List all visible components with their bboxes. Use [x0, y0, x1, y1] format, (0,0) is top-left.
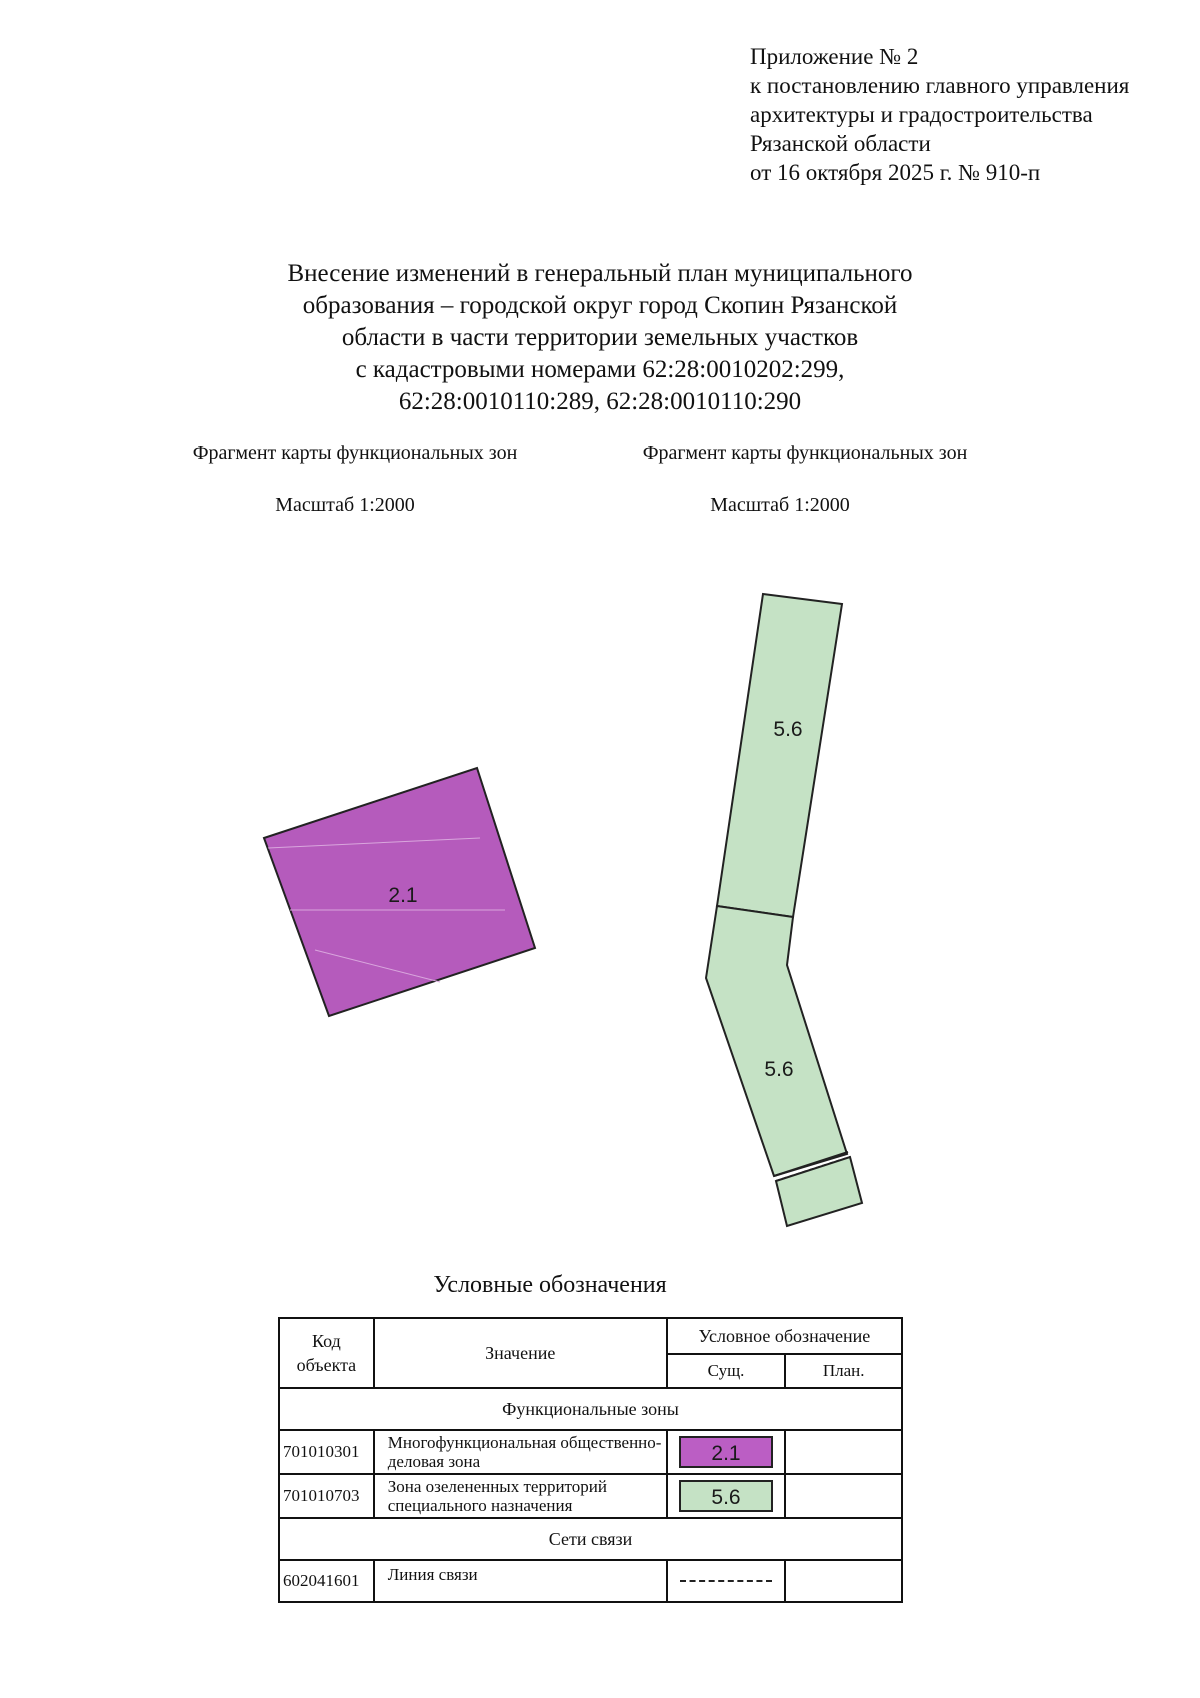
appendix-line: Рязанской области — [750, 131, 931, 156]
header-code-label: Код объекта — [296, 1331, 357, 1375]
title-line: образования – городской округ город Скопин Рязанской — [302, 292, 898, 319]
title-line: области в части территории земельных участков — [341, 324, 859, 351]
legend-table — [278, 1317, 903, 1603]
appendix-line: к постановлению главного управления — [750, 73, 1130, 98]
row-planned-symbol — [785, 1474, 902, 1518]
swatch-purple: 2.1 — [679, 1436, 773, 1468]
dashed-line-icon — [680, 1580, 772, 1582]
zone-label: 2.1 — [388, 884, 418, 907]
zone-label: 5.6 — [773, 718, 803, 741]
zone-5-6-upper[interactable] — [717, 594, 842, 917]
row-planned-symbol — [785, 1560, 902, 1602]
appendix-line: Приложение № 2 — [750, 44, 919, 69]
row-code: 701010301 — [279, 1430, 374, 1474]
zone-5-6-polygon[interactable] — [717, 594, 842, 917]
fragment-title-left: Фрагмент карты функциональных зон — [192, 442, 518, 464]
zone-label: 5.6 — [764, 1058, 794, 1081]
legend-title: Условные обозначения — [433, 1272, 667, 1298]
section-communication-networks: Сети связи — [279, 1518, 902, 1560]
title-line: Внесение изменений в генеральный план муниципального — [287, 260, 913, 287]
header-value: Значение — [374, 1318, 667, 1388]
row-existing-symbol — [667, 1474, 786, 1518]
header-existing: Сущ. — [667, 1354, 786, 1388]
section-functional-zones: Функциональные зоны — [279, 1388, 902, 1430]
header-symbol: Условное обозначение — [667, 1318, 902, 1354]
row-planned-symbol — [785, 1430, 902, 1474]
row-existing-symbol — [667, 1430, 786, 1474]
row-existing-symbol — [667, 1560, 786, 1602]
fragment-title-right: Фрагмент карты функциональных зон — [642, 442, 968, 464]
appendix-line: архитектуры и градостроительства — [750, 102, 1093, 127]
header-planned: План. — [785, 1354, 902, 1388]
zone-5-6-polygon[interactable] — [706, 906, 847, 1176]
zone-2-1[interactable] — [264, 768, 535, 1016]
row-value: Многофункциональная общественно-деловая зона — [374, 1430, 667, 1474]
scale-left: Масштаб 1:2000 — [275, 494, 415, 516]
zone-5-6-lower[interactable] — [706, 906, 862, 1226]
row-code: 602041601 — [279, 1560, 374, 1602]
row-value: Линия связи — [374, 1560, 667, 1602]
swatch-green: 5.6 — [679, 1480, 773, 1512]
row-code: 701010703 — [279, 1474, 374, 1518]
title-line: 62:28:0010110:289, 62:28:0010110:290 — [398, 388, 802, 415]
title-line: с кадастровыми номерами 62:28:0010202:299, — [355, 356, 845, 383]
row-value: Зона озелененных территорий специального назначения — [374, 1474, 667, 1518]
header-code — [279, 1318, 374, 1388]
appendix-line: от 16 октября 2025 г. № 910-п — [750, 160, 1041, 185]
scale-right: Масштаб 1:2000 — [710, 494, 850, 516]
